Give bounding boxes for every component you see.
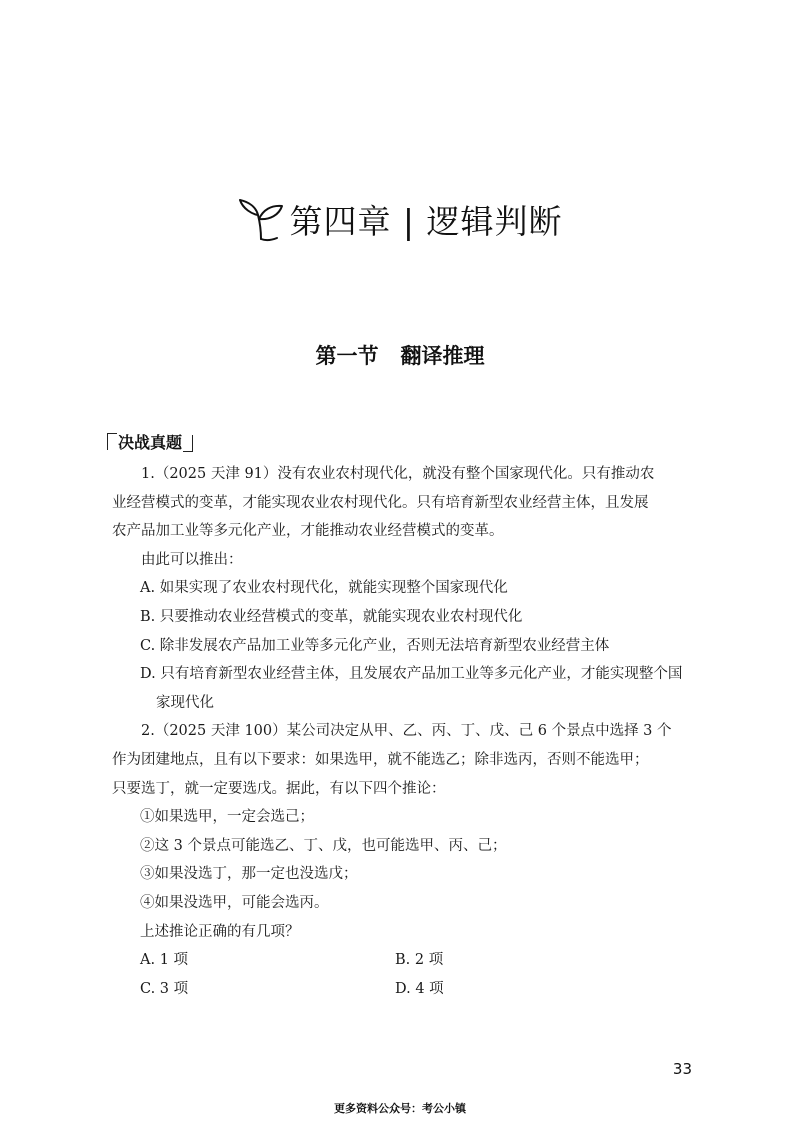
section-title: 第一节 翻译推理 xyxy=(315,344,485,368)
question-2-statement-2: ②这 3 个景点可能选乙、丁、戊，也可能选甲、丙、己； xyxy=(140,837,507,854)
question-2-option-b: B. 2 项 xyxy=(395,952,444,969)
block-label-text: 决战真题 xyxy=(118,433,183,452)
bracket-right-icon xyxy=(182,433,196,451)
chapter-heading xyxy=(0,196,800,243)
question-1-prompt: 由此可以推出： xyxy=(141,551,243,568)
question-2-option-c: C. 3 项 xyxy=(140,980,189,997)
footer-note: 更多资料公众号：考公小镇 xyxy=(334,1102,466,1115)
question-1-stem-line: 农产品加工业等多元化产业，才能推动农业经营模式的变革。 xyxy=(112,523,504,540)
chapter-title: 第四章 | 逻辑判断 xyxy=(289,202,563,241)
question-2-stem-line: 只要选丁，就一定要选戊。据此，有以下四个推论： xyxy=(112,780,446,797)
question-2-statement-1: ①如果选甲，一定会选己； xyxy=(140,809,314,826)
page-number: 33 xyxy=(672,1060,692,1078)
question-2-statement-3: ③如果没选丁，那一定也没选戊； xyxy=(140,866,358,883)
question-1-option-d: D. 只有培育新型农业经营主体，且发展农产品加工业等多元化产业，才能实现整个国家现代化 xyxy=(140,666,683,711)
question-1-stem-line: 1.（2025 天津 91）没有农业农村现代化，就没有整个国家现代化。只有推动农 xyxy=(141,466,655,482)
question-1-stem-line: 业经营模式的变革，才能实现农业农村现代化。只有培育新型农业经营主体，且发展 xyxy=(112,494,649,511)
question-2-option-d: D. 4 项 xyxy=(395,980,444,997)
block-label xyxy=(104,430,196,453)
question-1-option-a: A. 如果实现了农业农村现代化，就能实现整个国家现代化 xyxy=(140,580,508,597)
question-1-option-b: B. 只要推动农业经营模式的变革，就能实现农业农村现代化 xyxy=(140,609,523,625)
question-2-statement-4: ④如果没选甲，可能会选丙。 xyxy=(140,895,329,911)
sprout-icon xyxy=(237,197,285,243)
question-2-prompt: 上述推论正确的有几项？ xyxy=(140,923,300,940)
bracket-left-icon xyxy=(104,433,118,451)
question-2-stem-line: 2.（2025 天津 100）某公司决定从甲、乙、丙、丁、戊、己 6 个景点中选择 3 个 xyxy=(141,723,672,740)
question-1-option-c: C. 除非发展农产品加工业等多元化产业，否则无法培育新型农业经营主体 xyxy=(140,637,610,654)
question-2-stem-line: 作为团建地点，且有以下要求：如果选甲，就不能选乙；除非选丙，否则不能选甲； xyxy=(112,752,649,768)
question-2-option-a: A. 1 项 xyxy=(140,952,189,969)
